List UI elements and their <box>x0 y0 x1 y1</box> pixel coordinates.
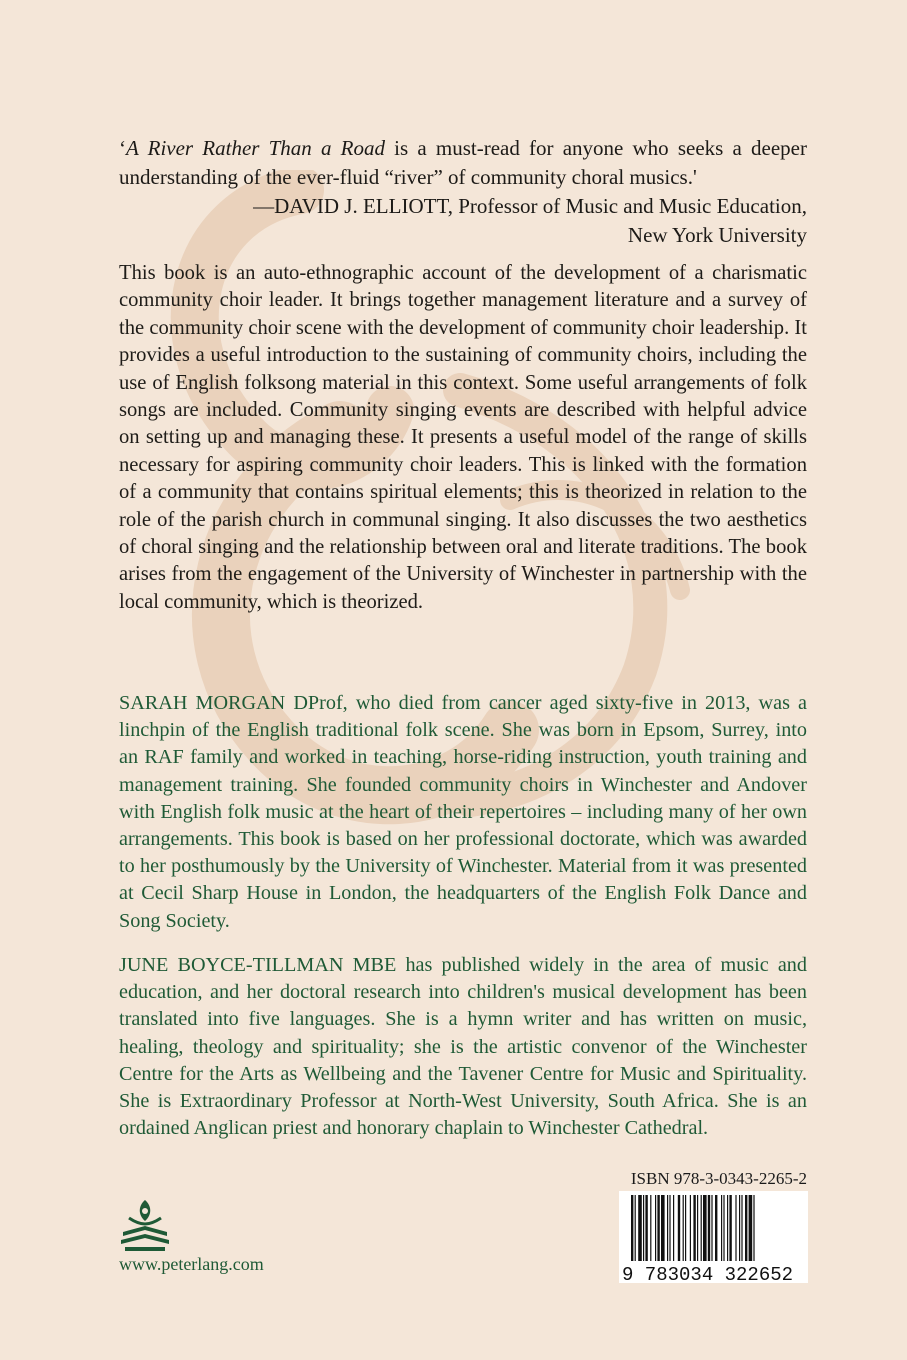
publisher-website-link[interactable]: www.peterlang.com <box>119 1254 264 1274</box>
quote-attribution-line2: New York University <box>627 223 807 247</box>
barcode-digits: 9 783034 322652 <box>622 1264 794 1283</box>
editor-bio-june-boyce-tillman: JUNE BOYCE-TILLMAN MBE has published widely in the area of music and education, and her doctoral research into children's musical development has been translated into five languages. She is a hymn writer and has written on music, healing, theology and spirituality; she is the artistic convenor of the Winchester Centre for the Arts as Wellbeing and the Tavener Centre for Music and Spirituality. She is Extraordinary Professor at North-West University, South Africa. She is an ordained Anglican priest and honorary chaplain to Winchester Cathedral. <box>119 954 807 1140</box>
endorsement-quote <box>119 134 807 250</box>
isbn-label: ISBN 978-3-0343-2265-2 <box>630 1169 807 1188</box>
book-title: A River Rather Than a Road <box>126 136 385 160</box>
quote-open-mark: ‘ <box>119 136 126 160</box>
peter-lang-logo-icon <box>119 1196 171 1252</box>
author-bio-sarah-morgan: SARAH MORGAN DProf, who died from cancer aged sixty-five in 2013, was a linchpin of the English traditional folk scene. She was born in Epsom, Surrey, into an RAF family and worked in teaching, horse-riding instruction, youth training and management training. She founded community choirs in Winchester and Andover with English folk music at the heart of their repertoires – including many of her own arrangements. This book is based on her professional doctorate, which was awarded to her posthumously by the University of Winchester. Material from it was presented at Cecil Sharp House in London, the headquarters of the English Folk Dance and Song Society. <box>119 692 807 932</box>
quote-text: is a must-read for anyone who seeks a deeper understanding of the ever-fluid “river” of community choral musics.' <box>119 136 807 189</box>
quote-attribution-line1: —DAVID J. ELLIOTT, Professor of Music and Music Education, <box>253 194 807 218</box>
book-description: This book is an auto-ethnographic account of the development of a charismatic community choir leader. It brings together management literature and a survey of the community choir scene with the development of community choir leadership. It provides a useful introduction to the sustaining of community choirs, including the use of English folksong material in this context. Some useful arrangements of folk songs are included. Community singing events are described with helpful advice on setting up and managing these. It presents a useful model of the range of skills necessary for aspiring community choir leaders. This is linked with the formation of a community that contains spiritual elements; this is theorized in relation to the role of the parish church in communal singing. It also discusses the two aesthetics of choral singing and the relationship between oral and literate traditions. The book arises from the engagement of the University of Winchester in partnership with the local community, which is theorized. <box>119 262 807 613</box>
isbn-barcode <box>619 1191 808 1283</box>
